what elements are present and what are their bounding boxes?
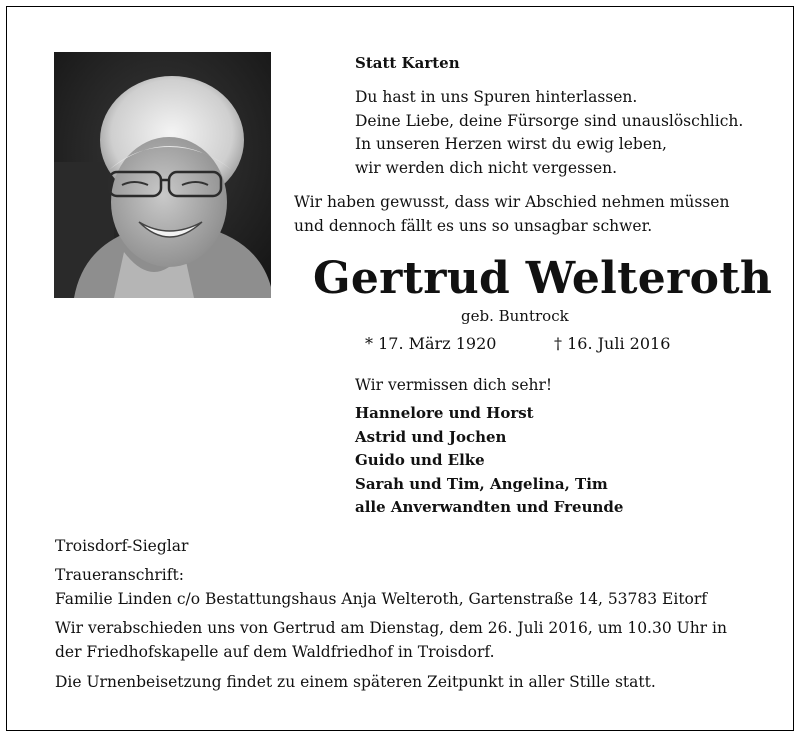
birth-date: * 17. März 1920 bbox=[365, 334, 497, 353]
poem-line: Deine Liebe, deine Fürsorge sind unauslöschlich. bbox=[355, 111, 744, 130]
poem-line: Du hast in uns Spuren hinterlassen. bbox=[355, 88, 638, 106]
family-member: Guido und Elke bbox=[355, 451, 485, 470]
death-date: † 16. Juli 2016 bbox=[554, 334, 671, 353]
service-line: der Friedhofskapelle auf dem Waldfriedhof in Troisdorf. bbox=[55, 642, 495, 661]
paragraph-line: und dennoch fällt es uns so unsagbar schwer. bbox=[294, 217, 653, 235]
family-list bbox=[355, 401, 623, 519]
urn-info: Die Urnenbeisetzung findet zu einem späteren Zeitpunkt in aller Stille statt. bbox=[55, 673, 656, 691]
address-line: Familie Linden c/o Bestattungshaus Anja Welteroth, Gartenstraße 14, 53783 Eitorf bbox=[55, 589, 708, 608]
poem-line: wir werden dich nicht vergessen. bbox=[355, 158, 618, 177]
service-info bbox=[55, 616, 727, 663]
deceased-name: Gertrud Welteroth bbox=[313, 253, 773, 304]
maiden-name: geb. Buntrock bbox=[461, 307, 569, 325]
address-block bbox=[55, 563, 707, 610]
obituary-notice bbox=[6, 6, 794, 731]
family-member: alle Anverwandten und Freunde bbox=[355, 498, 624, 517]
farewell-paragraph bbox=[294, 190, 729, 238]
place: Troisdorf-Sieglar bbox=[55, 537, 189, 555]
miss-line: Wir vermissen dich sehr! bbox=[355, 376, 553, 394]
poem-line: In unseren Herzen wirst du ewig leben, bbox=[355, 135, 667, 153]
service-line: Wir verabschieden uns von Gertrud am Dienstag, dem 26. Juli 2016, um 10.30 Uhr in bbox=[55, 619, 727, 637]
family-member: Astrid und Jochen bbox=[355, 427, 507, 446]
portrait-photo bbox=[54, 52, 271, 298]
portrait-image bbox=[54, 52, 271, 298]
poem bbox=[355, 85, 743, 179]
paragraph-line: Wir haben gewusst, dass wir Abschied nehmen müssen bbox=[294, 193, 730, 211]
family-member: Sarah und Tim, Angelina, Tim bbox=[355, 474, 608, 493]
family-member: Hannelore und Horst bbox=[355, 404, 534, 422]
address-label: Traueranschrift: bbox=[55, 566, 184, 584]
lead-line: Statt Karten bbox=[355, 54, 460, 72]
